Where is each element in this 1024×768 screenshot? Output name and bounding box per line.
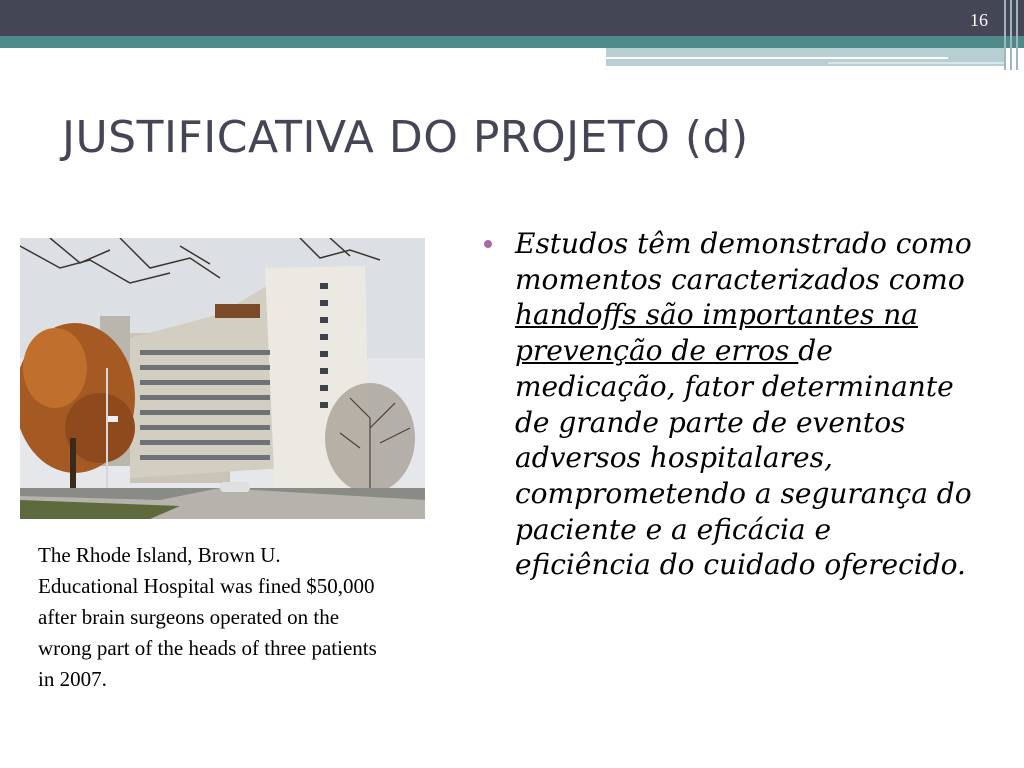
header-vertical-rule (1010, 0, 1012, 70)
slide-number: 16 (970, 10, 988, 30)
bullet-point (484, 226, 974, 583)
bullet-text-part2: de medicação, fator determinante de grande parte de eventos adversos hospitalares, comprometendo a segurança do paciente e a eficácia e eficiência do cuidado oferecido. (515, 334, 972, 582)
header-teal-band (0, 36, 1024, 48)
header-vertical-rule (1016, 0, 1018, 70)
bullet-text-part1: Estudos têm demonstrado como momentos caracterizados como (515, 227, 972, 296)
header-divider-line-secondary (828, 62, 1006, 64)
bullet-text-underlined: handoffs são importantes na prevenção de erros (515, 298, 918, 368)
header-vertical-rule (1004, 0, 1006, 70)
hospital-photo (20, 238, 425, 519)
header-dark-band (0, 0, 1024, 36)
photo-caption: The Rhode Island, Brown U. Educational Hospital was fined $50,000 after brain surgeons operated on the wrong part of the heads of three patients in 2007. (38, 543, 377, 691)
bullet-dot-icon (484, 240, 492, 248)
slide-title: JUSTIFICATIVA DO PROJETO (d) (62, 112, 749, 163)
header-divider-line (606, 57, 948, 59)
bullet-text (515, 226, 974, 583)
